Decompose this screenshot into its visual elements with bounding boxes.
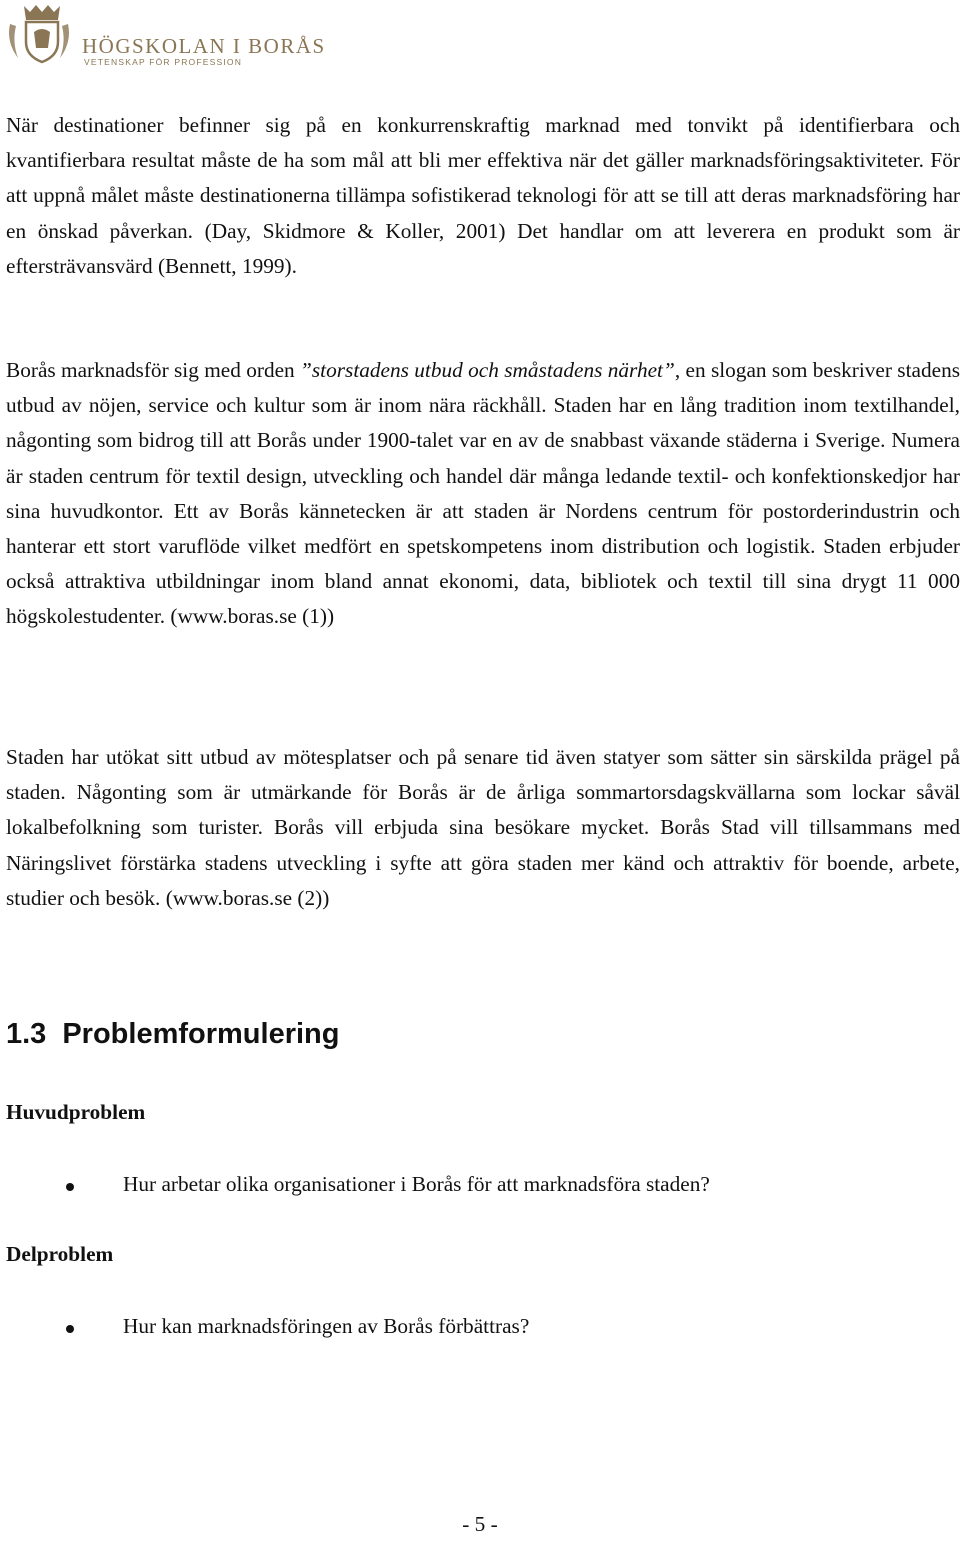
bullet-icon [66,1183,74,1191]
sub-problem-text: Hur kan marknadsföringen av Borås förbättras? [123,1314,530,1338]
paragraph-2-start: Borås marknadsför sig med orden [6,358,301,382]
paragraph-3: Staden har utökat sitt utbud av mötesplatser och på senare tid även statyer som sätter sin särskilda prägel på staden. Någonting som är utmärkande för Borås är de årliga sommartorsdagskvällarna som lockar såväl lokalbefolkning som turister. Borås vill erbjuda sina besökare mycket. Borås Stad vill tillsammans med Näringslivet förstärka stadens utveckling i syfte att göra staden mer känd och attraktiv för boende, arbete, studier och besök. (www.boras.se (2)) [6,745,960,910]
sub-problem-heading: Delproblem [6,1242,114,1266]
main-problem-heading: Huvudproblem [6,1100,146,1124]
main-problem-text: Hur arbetar olika organisationer i Borås för att marknadsföra staden? [123,1172,710,1196]
section-heading [6,1018,339,1051]
slogan: ”storstadens utbud och småstadens närhet” [300,358,675,382]
section-title: Problemformulering [62,1018,340,1050]
crest-icon [4,2,74,68]
paragraph-2-end: , en slogan som beskriver stadens utbud av nöjen, service och kultur som är inom nära räckhåll. Staden har en lång tradition inom textilhandel, någonting som bidrog till att Borås under 1900-talet var en av de snabbast växande städerna i Sverige. Numera är staden centrum för textil design, utveckling och handel där många ledande textil- och konfektionskedjor har sina huvudkontor. Ett av Borås kännetecken är att staden är Nordens centrum för postorderindustrin och hanterar ett stort varuflöde vilket medfört en spetskompetens inom distribution och logistik. Staden erbjuder också attraktiva utbildningar inom bland annat ekonomi, data, bibliotek och textil till sina drygt 11 000 högskolestudenter. (www.boras.se (1)) [6,358,960,629]
section-number: 1.3 [6,1018,47,1050]
university-logo [4,2,334,68]
logo-tagline: VETENSKAP FÖR PROFESSION [84,57,243,67]
page-number: - 5 - [462,1512,498,1536]
bullet-icon [66,1325,74,1333]
paragraph-2 [6,353,960,635]
logo-name: HÖGSKOLAN I BORÅS [82,34,326,58]
paragraph-1: När destinationer befinner sig på en konkurrenskraftig marknad med tonvikt på identifierbara och kvantifierbara resultat måste de ha som mål att bli mer effektiva när det gäller marknadsföringsaktiviteter. För att uppnå målet måste destinationerna tillämpa sofistikerad teknologi för att se till att deras marknadsföring har en önskad påverkan. (Day, Skidmore & Koller, 2001) Det handlar om att leverera en produkt som är eftersträvansvärd (Bennett, 1999). [6,113,960,278]
